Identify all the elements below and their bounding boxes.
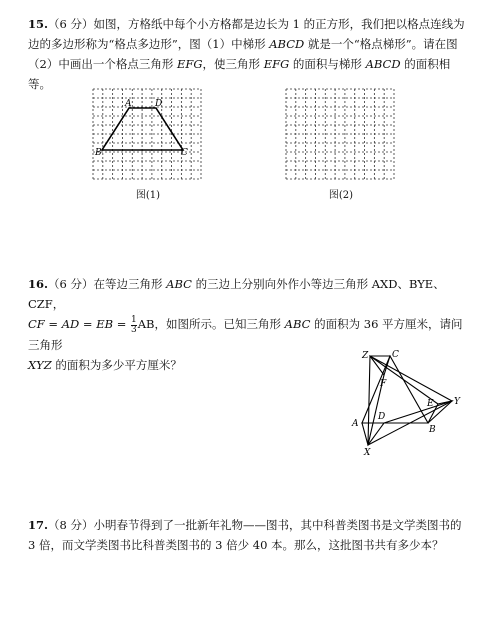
figure-1-grid [92,88,204,182]
question-number: 17. [28,518,49,532]
svg-text:D: D [378,412,386,422]
question-16-text: 16.（6 分）在等边三角形 ABC 的三边上分别向外作小等边三角形 AXD、BYE、CZF， CF = AD = EB = $\frac{1}{3}$ AB，如图所示。已知三角形 ABC 的面积为 36 平方厘米，请问三角形 XYZ 的面积为多少平方厘米？ [28,277,463,372]
question-15-text: 15.（6 分）如图，方格纸中每个小方格都是边长为 1 的正方形，我们把以格点连线为边的多边形称为“格点多边形”，图（1）中梯形 ABCD 就是一个“格点梯形”。请在图（2）中画出一个格点三角形 EFG，使三角形 EFG 的面积与梯形 ABCD 的面积相等。 [28,17,465,91]
label-d: D [155,99,163,109]
trapezoid-abcd [102,108,183,150]
label-b: B [95,148,102,158]
figure-1-caption: 图(1) [135,190,161,201]
svg-text:C: C [392,350,399,360]
svg-text:Y: Y [454,397,460,407]
triangle-axd [362,423,384,445]
question-number: 15. [28,17,49,31]
svg-text:B: B [429,425,436,435]
svg-text:F: F [380,379,387,389]
svg-text:Z: Z [362,351,369,361]
figure-2-grid [285,88,397,182]
figure-2-caption: 图(2) [328,190,354,201]
label-c: C [181,148,188,158]
triangle-xyz [368,356,452,445]
svg-text:X: X [364,448,371,458]
svg-text:A: A [352,419,359,429]
fraction-one-third: $\frac{1}{3}$ [131,314,137,335]
question-number: 16. [28,277,49,291]
label-a: A [125,99,132,109]
question-17-text: 17.（8 分）小明春节得到了一批新年礼物——图书，其中科普类图书是文学类图书的 3 倍，而文学类图书比科普类图书的 3 倍少 40 本。那么，这批图书共有多少本？ [28,518,462,552]
figure-16-triangles [340,348,470,458]
svg-text:E: E [427,399,434,409]
